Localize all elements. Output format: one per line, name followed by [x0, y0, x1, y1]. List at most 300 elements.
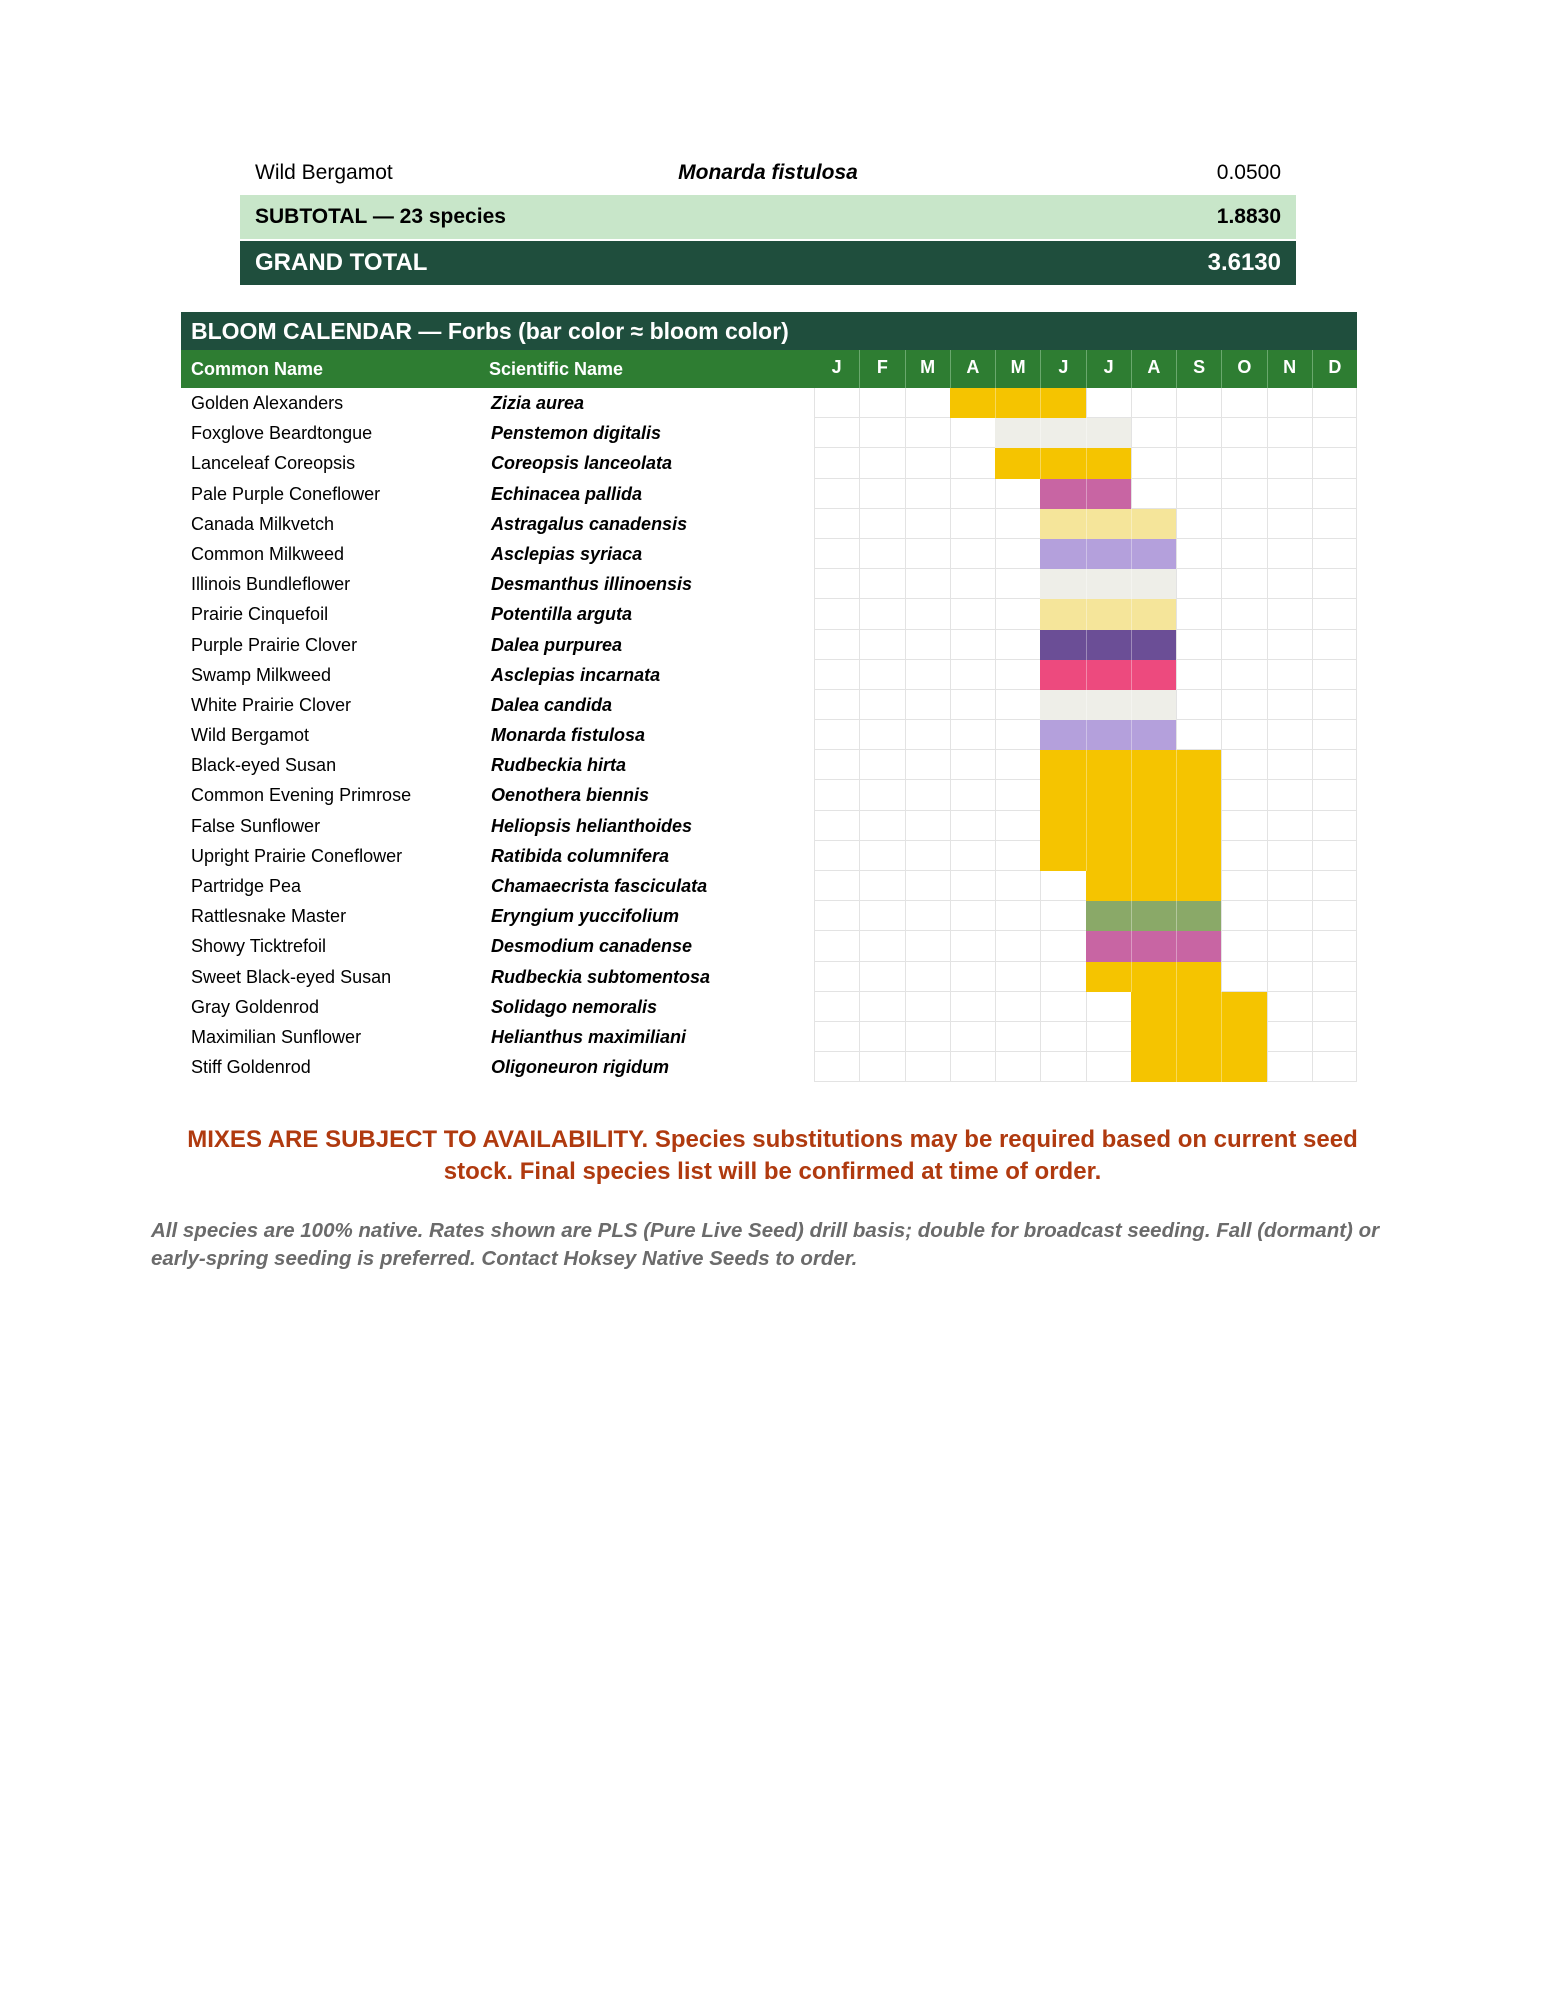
bloom-row [181, 569, 1357, 599]
month-header: A [950, 350, 995, 388]
month-cell [1267, 780, 1312, 810]
bloom-bar [1086, 931, 1222, 961]
month-grid [814, 388, 1357, 418]
month-cell [814, 901, 859, 931]
month-grid [814, 871, 1357, 901]
bloom-bar [1040, 841, 1221, 871]
month-cell [1267, 660, 1312, 690]
month-cell [814, 599, 859, 629]
month-cell [995, 901, 1040, 931]
month-grid [814, 690, 1357, 720]
month-header: J [1040, 350, 1085, 388]
month-cell [1221, 509, 1266, 539]
month-cell [950, 599, 995, 629]
column-header-common-name: Common Name [191, 359, 324, 379]
subtotal-value: 1.8830 [1216, 205, 1281, 228]
month-cell [1040, 1022, 1085, 1052]
scientific-name: Zizia aurea [491, 393, 585, 413]
month-cell [1267, 931, 1312, 961]
month-grid [814, 1052, 1357, 1082]
month-cell [1221, 569, 1266, 599]
bloom-calendar-header [181, 350, 1357, 388]
month-cell [859, 660, 904, 690]
month-cell [1312, 841, 1357, 871]
bloom-bar [1040, 479, 1131, 509]
month-cell [995, 780, 1040, 810]
month-cell [1131, 418, 1176, 448]
month-grid [814, 962, 1357, 992]
month-cell [905, 630, 950, 660]
month-cell [859, 630, 904, 660]
bloom-bar [1131, 1022, 1267, 1052]
month-cell [1040, 901, 1085, 931]
bloom-bar [1086, 962, 1222, 992]
month-cell [1267, 1022, 1312, 1052]
month-cell [1221, 720, 1266, 750]
month-cell [950, 418, 995, 448]
month-cell [1312, 750, 1357, 780]
month-cell [905, 750, 950, 780]
scientific-name: Monarda fistulosa [678, 160, 858, 184]
bloom-calendar [181, 312, 1357, 1082]
month-cell [1267, 992, 1312, 1022]
month-grid [814, 1022, 1357, 1052]
month-cell [950, 750, 995, 780]
month-grid [814, 992, 1357, 1022]
month-cell [905, 992, 950, 1022]
month-grid [814, 901, 1357, 931]
month-cell [1221, 780, 1266, 810]
scientific-name: Chamaecrista fasciculata [491, 876, 708, 896]
month-cell [859, 418, 904, 448]
month-cell [1176, 539, 1221, 569]
month-cell [1176, 388, 1221, 418]
month-grid [814, 720, 1357, 750]
month-cell [1221, 418, 1266, 448]
bloom-bar [1040, 569, 1176, 599]
common-name: Lanceleaf Coreopsis [191, 453, 356, 474]
common-name: Wild Bergamot [255, 160, 393, 184]
month-header: F [859, 350, 904, 388]
month-cell [950, 630, 995, 660]
month-cell [1221, 750, 1266, 780]
month-cell [1312, 388, 1357, 418]
bloom-row [181, 509, 1357, 539]
month-header: M [995, 350, 1040, 388]
month-cell [814, 1052, 859, 1082]
month-cell [1221, 871, 1266, 901]
common-name: Swamp Milkweed [191, 664, 332, 685]
month-grid [814, 599, 1357, 629]
month-cell [1176, 660, 1221, 690]
month-cell [1176, 569, 1221, 599]
month-grid [814, 630, 1357, 660]
month-cell [1267, 479, 1312, 509]
scientific-name: Desmodium canadense [491, 936, 693, 957]
month-cell [1221, 539, 1266, 569]
common-name: Rattlesnake Master [191, 906, 347, 927]
month-cell [1176, 509, 1221, 539]
scientific-name: Echinacea pallida [491, 483, 643, 504]
month-cell [1267, 539, 1312, 569]
month-cell [905, 780, 950, 810]
common-name: Golden Alexanders [191, 393, 344, 413]
month-header: D [1312, 350, 1357, 388]
month-cell [905, 569, 950, 599]
bloom-row [181, 780, 1357, 810]
month-cell [814, 931, 859, 961]
month-cell [1221, 660, 1266, 690]
bloom-row [181, 811, 1357, 841]
common-name: White Prairie Clover [191, 694, 352, 715]
month-cell [814, 539, 859, 569]
month-cell [1267, 841, 1312, 871]
common-name: Stiff Goldenrod [191, 1057, 311, 1078]
month-grid [814, 479, 1357, 509]
month-grid [814, 448, 1357, 478]
month-cell [950, 871, 995, 901]
month-cell [905, 720, 950, 750]
month-cell [995, 630, 1040, 660]
month-cell [950, 448, 995, 478]
month-cell [1312, 811, 1357, 841]
common-name: Illinois Bundleflower [191, 574, 351, 595]
month-cell [995, 479, 1040, 509]
bloom-bar [1040, 720, 1176, 750]
common-name: Pale Purple Coneflower [191, 483, 381, 504]
grand-total-row [240, 241, 1296, 285]
month-cell [1267, 871, 1312, 901]
bloom-bar [1086, 871, 1222, 901]
month-cell [1221, 599, 1266, 629]
month-cell [814, 569, 859, 599]
month-cell [995, 660, 1040, 690]
month-cell [1267, 690, 1312, 720]
month-cell [1176, 418, 1221, 448]
month-cell [995, 599, 1040, 629]
bloom-row [181, 720, 1357, 750]
month-cell [1312, 539, 1357, 569]
common-name: Partridge Pea [191, 876, 302, 896]
month-cell [1176, 690, 1221, 720]
month-cell [814, 630, 859, 660]
month-cell [1176, 448, 1221, 478]
month-cell [1312, 720, 1357, 750]
common-name: Prairie Cinquefoil [191, 604, 329, 625]
seed-rate: 0.0500 [1216, 160, 1281, 184]
month-cell [1267, 720, 1312, 750]
scientific-name: Dalea purpurea [491, 634, 623, 655]
month-cell [1267, 599, 1312, 629]
month-cell [905, 690, 950, 720]
month-cell [995, 1052, 1040, 1082]
bloom-bar [1040, 630, 1176, 660]
month-header: J [831, 357, 842, 377]
month-cell [950, 931, 995, 961]
month-cell [905, 448, 950, 478]
month-grid [814, 750, 1357, 780]
scientific-name: Asclepias incarnata [491, 664, 661, 685]
bloom-row [181, 962, 1357, 992]
bloom-row [181, 539, 1357, 569]
month-cell [1267, 962, 1312, 992]
month-cell [950, 841, 995, 871]
bloom-bar [1131, 992, 1267, 1022]
month-cell [905, 509, 950, 539]
month-cell [1312, 962, 1357, 992]
month-cell [905, 388, 950, 418]
scientific-name: Oligoneuron rigidum [491, 1057, 669, 1078]
month-cell [905, 931, 950, 961]
bloom-row [181, 599, 1357, 629]
month-cell [1312, 569, 1357, 599]
month-cell [950, 780, 995, 810]
month-grid [814, 539, 1357, 569]
month-cell [950, 660, 995, 690]
month-cell [1312, 479, 1357, 509]
bloom-row [181, 901, 1357, 931]
common-name: Gray Goldenrod [191, 996, 320, 1017]
month-cell [859, 539, 904, 569]
month-cell [1040, 992, 1085, 1022]
month-cell [814, 388, 859, 418]
month-cell [950, 509, 995, 539]
common-name: Black-eyed Susan [191, 755, 337, 776]
month-cell [1221, 630, 1266, 660]
month-cell [814, 871, 859, 901]
month-cell [995, 811, 1040, 841]
month-cell [859, 690, 904, 720]
scientific-name: Heliopsis helianthoides [491, 815, 693, 836]
bloom-calendar-title: BLOOM CALENDAR — Forbs (bar color ≈ bloom color) [181, 312, 1357, 350]
month-grid [814, 418, 1357, 448]
month-cell [1176, 630, 1221, 660]
common-name: Upright Prairie Coneflower [191, 845, 403, 866]
bloom-row [181, 871, 1357, 901]
scientific-name: Monarda fistulosa [491, 725, 646, 746]
month-cell [950, 811, 995, 841]
common-name: Showy Ticktrefoil [191, 936, 327, 957]
month-cell [814, 418, 859, 448]
month-header: J [1086, 350, 1131, 388]
scientific-name: Ratibida columnifera [491, 845, 670, 866]
month-cell [1221, 962, 1266, 992]
bloom-row [181, 388, 1357, 418]
month-cell [1312, 448, 1357, 478]
month-cell [950, 479, 995, 509]
month-cell [1312, 1052, 1357, 1082]
month-cell [905, 1022, 950, 1052]
month-cell [1267, 630, 1312, 660]
month-cell [1086, 1052, 1131, 1082]
month-cell [1312, 418, 1357, 448]
month-cell [1267, 750, 1312, 780]
month-cell [859, 841, 904, 871]
common-name: False Sunflower [191, 815, 321, 836]
month-cell [814, 841, 859, 871]
month-cell [950, 992, 995, 1022]
common-name: Purple Prairie Clover [191, 634, 358, 655]
month-cell [859, 962, 904, 992]
month-cell [905, 871, 950, 901]
month-cell [995, 962, 1040, 992]
bloom-row [181, 690, 1357, 720]
month-cell [1267, 811, 1312, 841]
seeding-footnote: All species are 100% native. Rates shown are PLS (Pure Live Seed) drill basis; double for broadcast seeding. Fall (dormant) or early-spring seeding is preferred. Contact Hoksey Native Seeds to order. [151, 1219, 1380, 1270]
month-cell [859, 780, 904, 810]
month-cell [1040, 871, 1085, 901]
month-cell [859, 509, 904, 539]
month-grid [814, 569, 1357, 599]
month-cell [859, 931, 904, 961]
month-cell [905, 811, 950, 841]
bloom-bar [1040, 539, 1176, 569]
month-grid [814, 780, 1357, 810]
bloom-row [181, 418, 1357, 448]
month-cell [995, 539, 1040, 569]
bloom-row [181, 931, 1357, 961]
month-cell [905, 841, 950, 871]
bloom-row [181, 1052, 1357, 1082]
month-cell [859, 901, 904, 931]
month-cell [859, 569, 904, 599]
month-cell [1267, 418, 1312, 448]
scientific-name: Solidago nemoralis [491, 996, 658, 1017]
month-cell [905, 1052, 950, 1082]
month-cell [1221, 388, 1266, 418]
bloom-bar [1040, 780, 1221, 810]
availability-notice: MIXES ARE SUBJECT TO AVAILABILITY. Species substitutions may be required based on current seed stock. Final species list will be confirmed at time of order. [187, 1126, 1358, 1185]
month-cell [859, 811, 904, 841]
month-grid [814, 509, 1357, 539]
month-grid [814, 931, 1357, 961]
month-cell [859, 1022, 904, 1052]
month-cell [950, 539, 995, 569]
month-cell [995, 992, 1040, 1022]
scientific-name: Eryngium yuccifolium [491, 906, 680, 927]
bloom-bar [1086, 901, 1222, 931]
month-header: N [1267, 350, 1312, 388]
common-name: Canada Milkvetch [191, 513, 335, 534]
month-cell [905, 962, 950, 992]
month-cell [905, 660, 950, 690]
month-cell [995, 1022, 1040, 1052]
month-cell [1312, 599, 1357, 629]
month-cell [905, 539, 950, 569]
month-cell [1312, 931, 1357, 961]
month-cell [814, 690, 859, 720]
month-header: A [1131, 350, 1176, 388]
month-cell [859, 479, 904, 509]
species-summary-table [240, 150, 1296, 285]
bloom-bar [995, 448, 1131, 478]
scientific-name: Astragalus canadensis [491, 513, 688, 534]
month-header: M [905, 350, 950, 388]
month-cell [950, 901, 995, 931]
month-header: O [1221, 350, 1266, 388]
common-name: Common Evening Primrose [191, 785, 412, 806]
month-cell [1176, 479, 1221, 509]
month-cell [814, 992, 859, 1022]
month-cell [1267, 448, 1312, 478]
month-cell [1040, 931, 1085, 961]
month-cell [859, 992, 904, 1022]
month-cell [814, 1022, 859, 1052]
month-cell [995, 750, 1040, 780]
bloom-bar [1040, 599, 1176, 629]
month-headers [814, 350, 1357, 388]
bloom-bar [950, 388, 1086, 418]
bloom-row [181, 630, 1357, 660]
month-cell [1040, 1052, 1085, 1082]
month-cell [1312, 660, 1357, 690]
subtotal-row [240, 195, 1296, 239]
month-cell [950, 1052, 995, 1082]
month-cell [859, 448, 904, 478]
month-cell [859, 599, 904, 629]
month-cell [1312, 871, 1357, 901]
bloom-row [181, 448, 1357, 478]
month-grid [814, 660, 1357, 690]
month-cell [814, 750, 859, 780]
month-cell [1221, 811, 1266, 841]
month-cell [814, 448, 859, 478]
month-cell [1267, 509, 1312, 539]
month-cell [995, 509, 1040, 539]
month-cell [995, 690, 1040, 720]
month-cell [1312, 509, 1357, 539]
month-cell [814, 811, 859, 841]
month-cell [1267, 1052, 1312, 1082]
month-header: S [1176, 350, 1221, 388]
scientific-name: Rudbeckia hirta [491, 755, 627, 776]
month-cell [905, 418, 950, 448]
column-header-scientific-name: Scientific Name [489, 359, 624, 379]
common-name: Foxglove Beardtongue [191, 423, 373, 444]
month-cell [1221, 690, 1266, 720]
month-cell [1267, 901, 1312, 931]
month-cell [995, 931, 1040, 961]
bloom-row [181, 1022, 1357, 1052]
month-cell [1312, 780, 1357, 810]
subtotal-label: SUBTOTAL — 23 species [255, 205, 506, 228]
bloom-bar [1040, 750, 1221, 780]
common-name: Common Milkweed [191, 543, 345, 564]
month-cell [905, 599, 950, 629]
bloom-row [181, 841, 1357, 871]
scientific-name: Desmanthus illinoensis [491, 574, 693, 595]
month-cell [1086, 992, 1131, 1022]
month-cell [950, 1022, 995, 1052]
scientific-name: Dalea candida [491, 694, 613, 715]
month-cell [1312, 630, 1357, 660]
month-cell [1086, 388, 1131, 418]
month-cell [859, 720, 904, 750]
bloom-bar [1040, 509, 1176, 539]
month-cell [995, 841, 1040, 871]
month-cell [859, 1052, 904, 1082]
bloom-bar [1040, 660, 1176, 690]
bloom-calendar-rows [181, 388, 1357, 1082]
bloom-bar [995, 418, 1131, 448]
month-cell [814, 479, 859, 509]
month-cell [1221, 931, 1266, 961]
common-name: Wild Bergamot [191, 725, 310, 746]
month-cell [1267, 569, 1312, 599]
month-cell [1221, 841, 1266, 871]
month-cell [995, 720, 1040, 750]
scientific-name: Coreopsis lanceolata [491, 453, 673, 474]
